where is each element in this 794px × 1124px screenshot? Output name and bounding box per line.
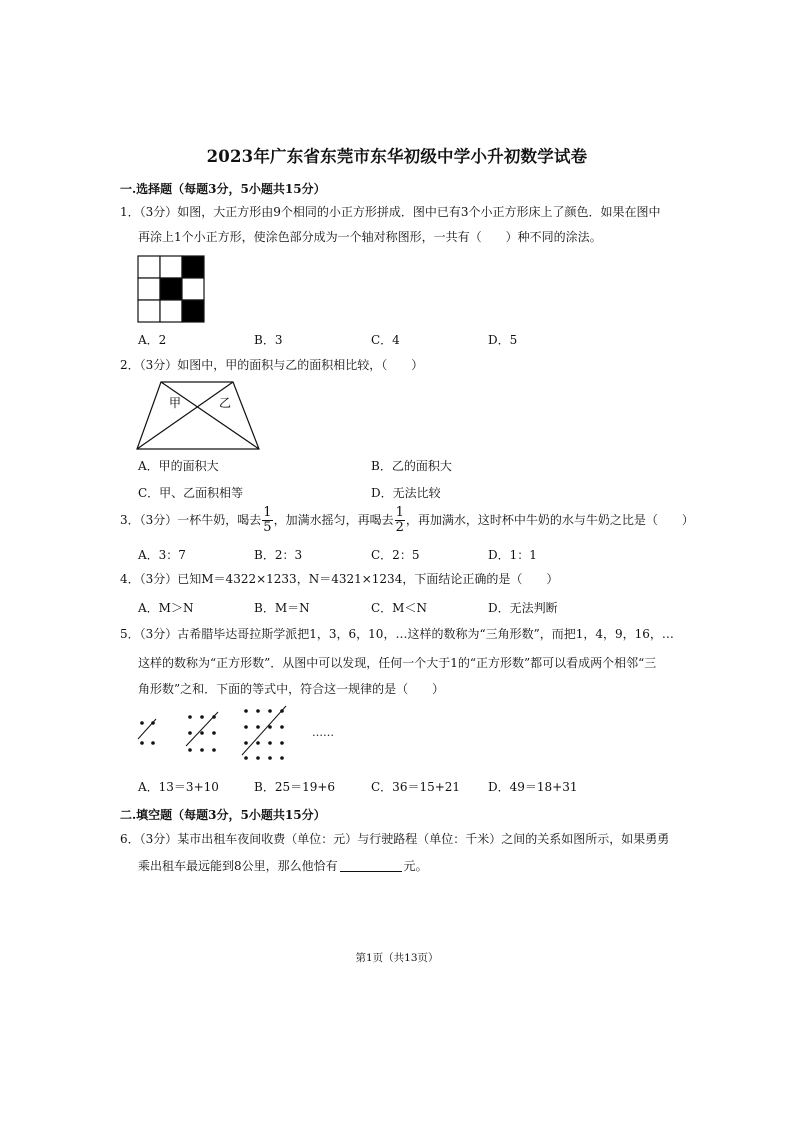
q3-option-a[interactable]: A．3：7 <box>138 548 186 562</box>
q5-dots-3x3 <box>188 715 216 752</box>
q1-grid-cell-1-2 <box>182 278 204 300</box>
q3-fraction-1 <box>262 506 272 535</box>
q3-text <box>120 505 694 535</box>
page-footer: 第1页（共13页） <box>355 952 439 964</box>
q1-text-line2: 再涂上1个小正方形，使涂色部分成为一个轴对称图形，一共有（ ）种不同的涂法。 <box>138 230 602 244</box>
q4-option-c[interactable]: C．M＜N <box>371 601 427 615</box>
q2-trapezoid-figure <box>135 380 263 452</box>
q2-option-d[interactable]: D．无法比较 <box>371 486 441 500</box>
q5-option-a[interactable]: A．13＝3+10 <box>138 780 219 794</box>
q4-option-b[interactable]: B．M＝N <box>254 601 310 615</box>
q5-option-b[interactable]: B．25＝19+6 <box>254 780 336 794</box>
q6-text-line1: 6．（3分）某市出租车夜间收费（单位：元）与行驶路程（单位：千米）之间的关系如图所示，如果勇勇 <box>120 832 670 846</box>
q1-grid-cell-0-2 <box>182 256 204 278</box>
q1-grid-cell-0-0 <box>138 256 160 278</box>
q1-grid-cell-0-1 <box>160 256 182 278</box>
page-title: 2023年广东省东莞市东华初级中学小升初数学试卷 <box>206 147 588 166</box>
q1-grid-cell-1-1 <box>160 278 182 300</box>
q5-dot-figures <box>134 703 314 763</box>
section-choice-heading: 一.选择题（每题3分，5小题共15分） <box>120 182 326 196</box>
q5-dots-4x4 <box>244 709 284 760</box>
q1-option-b[interactable]: B．3 <box>254 333 283 347</box>
q1-option-d[interactable]: D．5 <box>488 333 518 347</box>
q1-option-c[interactable]: C．4 <box>371 333 400 347</box>
q3-text-mid: ，加满水摇匀，再喝去 <box>273 513 394 527</box>
section-fill-heading: 二.填空题（每题3分，5小题共15分） <box>120 808 326 822</box>
q5-dots-2x2 <box>140 721 155 745</box>
q4-option-d[interactable]: D．无法判断 <box>488 601 558 615</box>
q5-text-line3: 角形数”之和．下面的等式中，符合这一规律的是（ ） <box>138 682 445 696</box>
q1-grid-cell-1-0 <box>138 278 160 300</box>
q3-text-pre: 3．（3分）一杯牛奶，喝去 <box>120 513 262 527</box>
q6-text-post: 元。 <box>403 859 428 873</box>
q3-option-b[interactable]: B．2：3 <box>254 548 303 562</box>
q6-answer-blank[interactable] <box>340 859 402 872</box>
q4-text-line1: 4．（3分）已知M＝4322×1233，N＝4321×1234，下面结论正确的是（ ） <box>120 572 559 586</box>
q2-label-jia: 甲 <box>169 396 182 410</box>
q5-text-line1: 5．（3分）古希腊毕达哥拉斯学派把1，3，6，10，…这样的数称为“三角形数”，而把1，4，9，16，… <box>120 627 674 641</box>
q2-label-yi: 乙 <box>219 396 232 410</box>
q1-grid-figure <box>137 255 205 323</box>
q1-grid-cell-2-0 <box>138 300 160 322</box>
q2-option-a[interactable]: A．甲的面积大 <box>138 459 219 473</box>
q1-option-a[interactable]: A．2 <box>138 333 167 347</box>
q3-option-c[interactable]: C．2：5 <box>371 548 420 562</box>
q5-option-c[interactable]: C．36＝15+21 <box>371 780 461 794</box>
q2-option-c[interactable]: C．甲、乙面积相等 <box>138 486 244 500</box>
q3-fraction-1-den: 5 <box>263 520 272 535</box>
q5-ellipsis: …… <box>312 726 334 739</box>
q3-fraction-2 <box>395 506 405 535</box>
q1-grid <box>138 256 204 322</box>
q3-fraction-1-num: 1 <box>263 505 272 520</box>
q5-text-line2: 这样的数称为“正方形数”．从图中可以发现，任何一个大于1的“正方形数”都可以看成两个相邻“三 <box>138 656 657 670</box>
q1-grid-cell-2-2 <box>182 300 204 322</box>
q3-fraction-2-den: 2 <box>395 520 404 535</box>
q3-fraction-2-num: 1 <box>395 505 404 520</box>
q3-option-d[interactable]: D．1：1 <box>488 548 537 562</box>
q1-text-line1: 1．（3分）如图，大正方形由9个相同的小正方形拼成．图中已有3个小正方形床上了颜色．如果在图中 <box>120 205 661 219</box>
q2-option-b[interactable]: B．乙的面积大 <box>371 459 452 473</box>
q6-text-line2 <box>138 858 698 874</box>
q3-text-post: ，再加满水，这时杯中牛奶的水与牛奶之比是（ ） <box>405 513 694 527</box>
q2-text-line1: 2．（3分）如图中，甲的面积与乙的面积相比较，（ ） <box>120 358 424 372</box>
q4-option-a[interactable]: A．M＞N <box>138 601 194 615</box>
q6-text-pre: 乘出租车最远能到8公里，那么他恰有 <box>138 859 338 873</box>
q5-option-d[interactable]: D．49＝18+31 <box>488 780 578 794</box>
q1-grid-cell-2-1 <box>160 300 182 322</box>
